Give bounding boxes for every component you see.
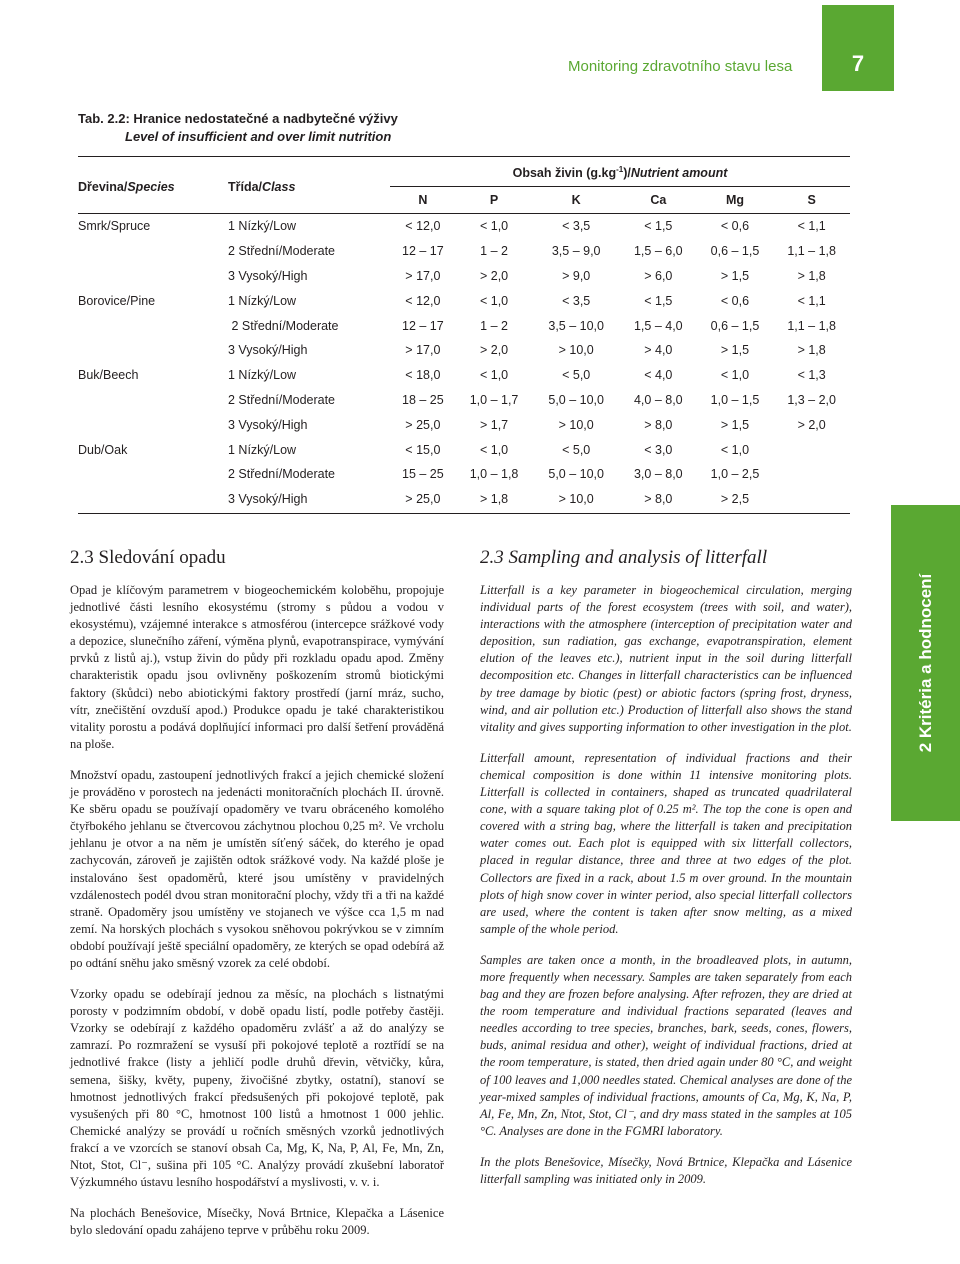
class-cell: 1 Nízký/Low <box>228 368 297 383</box>
species-cell: Borovice/Pine <box>78 293 156 308</box>
value-cell: < 1,5 <box>644 293 673 308</box>
value-cell: > 4,0 <box>644 343 673 358</box>
right-heading: 2.3 Sampling and analysis of litterfall <box>480 547 768 568</box>
table-row <box>78 313 850 338</box>
value-cell <box>773 462 850 487</box>
value-cell: > 25,0 <box>405 417 441 432</box>
class-header: Třída/Class <box>228 180 296 194</box>
value-cell: > 1,8 <box>479 492 509 507</box>
value-cell: > 1,8 <box>797 268 826 283</box>
value-cell: 1,1 – 1,8 <box>787 244 836 259</box>
table-caption-cz: Tab. 2.2: Hranice nedostatečné a nadbytečné výživy <box>78 111 398 126</box>
class-cell: 3 Vysoký/High <box>228 268 308 283</box>
value-cell: < 1,0 <box>720 442 750 457</box>
value-cell: 1 – 2 <box>480 318 508 333</box>
value-cell: < 1,0 <box>479 219 509 234</box>
page-number: 7 <box>851 51 865 76</box>
value-cell: < 18,0 <box>405 368 441 383</box>
value-cell: 5,0 – 10,0 <box>548 392 604 407</box>
nutrient-group-header: Obsah živin $(g.kg^{-1})$/Nutrient amount <box>512 165 728 181</box>
value-cell: 1,0 – 2,5 <box>710 467 760 482</box>
value-cell: > 8,0 <box>644 417 673 432</box>
value-cell: 1,5 – 4,0 <box>633 318 683 333</box>
value-cell: < 1,5 <box>644 219 673 234</box>
value-cell: 1,0 – 1,8 <box>469 467 519 482</box>
right-paragraph: Litterfall amount, representation of individual fractions and their chemical composition is done within 11 intensive monitoring plots. Litterfall is collected in containers, shaped as truncated quadrilateral cone, with a square taking plot of 0.25 m². The top the cone is open and covered with a string bag, where the litterfall is taken and precipitation water comes out. Each plot is equipped with six litterfall collectors, placed in regular distance, three and three at two edges of the plot. Collectors are fixed in a rack, about 1.5 m over ground. In the mountain plots of high snow cover in winter period, also special litterfall collectors are used, where the content is taken after snow melting, as a mixed sample of the whole period. <box>480 750 852 936</box>
table-body <box>78 214 850 512</box>
nutrient-header-cell: Ca <box>650 193 667 207</box>
value-cell: 1,3 – 2,0 <box>787 392 836 407</box>
value-cell: > 2,0 <box>797 417 826 432</box>
value-cell: > 10,0 <box>558 492 594 507</box>
species-cell: Smrk/Spruce <box>78 219 151 234</box>
value-cell: < 1,0 <box>479 442 509 457</box>
value-cell: < 1,3 <box>797 368 826 383</box>
table-top-rule <box>78 156 850 157</box>
value-cell <box>773 487 850 512</box>
species-cell: Dub/Oak <box>78 442 128 457</box>
value-cell: > 2,0 <box>479 343 509 358</box>
species-cell: Buk/Beech <box>78 368 139 383</box>
right-paragraph: In the plots Benešovice, Mísečky, Nová Brtnice, Klepačka and Lásenice litterfall sampling was initiated only in 2009. <box>480 1154 852 1186</box>
header-title: Monitoring zdravotního stavu lesa <box>568 58 793 75</box>
value-cell: > 17,0 <box>405 343 441 358</box>
value-cell: 3,0 – 8,0 <box>633 467 683 482</box>
value-cell: 3,5 – 10,0 <box>548 318 604 333</box>
left-paragraph: Na plochách Benešovice, Mísečky, Nová Brtnice, Klepačka a Lásenice bylo sledování opadu zahájeno teprve v průběhu roku 2009. <box>70 1206 444 1238</box>
nutrient-header-cell: P <box>489 193 499 207</box>
table-row <box>78 487 850 512</box>
table-bottom-rule <box>78 513 850 514</box>
value-cell: > 1,8 <box>797 343 826 358</box>
value-cell: 4,0 – 8,0 <box>633 392 683 407</box>
value-cell: < 5,0 <box>562 368 591 383</box>
table-row <box>78 288 850 313</box>
value-cell: 0,6 – 1,5 <box>710 244 760 259</box>
class-cell: 1 Nízký/Low <box>228 442 297 457</box>
value-cell: < 0,6 <box>720 219 750 234</box>
page-number-box <box>822 5 894 91</box>
right-paragraph: Litterfall is a key parameter in biogeochemical circulation, merging individual parts of the forest ecosystem (trees with soil, and water), interactions with the atmosphere (interception of precipitation water and deposition, sun radiation, gas exchange, evapotranspiration, element elution of the leaves etc.), nutrient input in the soil during litterfall decomposition etc. Changes in litterfall characteristics can be influenced by tree damage by biotic (pest) or abiotic factors (spring frost, dryness, wind, and air pollution etc.) Production of litterfall also shows the stand vitality and gives supporting information to other investigation in the plot. <box>480 583 852 734</box>
class-cell: 3 Vysoký/High <box>228 343 308 358</box>
value-cell: < 3,5 <box>562 219 591 234</box>
nutrient-header-cell: S <box>807 193 816 207</box>
species-cell <box>78 239 228 264</box>
value-cell: < 1,1 <box>797 219 826 234</box>
value-cell: > 9,0 <box>562 268 591 283</box>
table-row <box>78 264 850 289</box>
value-cell: 1,0 – 1,7 <box>469 392 519 407</box>
value-cell: > 10,0 <box>558 343 594 358</box>
species-cell <box>78 412 228 437</box>
value-cell: 1,5 – 6,0 <box>633 244 683 259</box>
species-cell <box>78 462 228 487</box>
table-row <box>78 239 850 264</box>
species-cell <box>78 313 228 338</box>
value-cell: < 1,1 <box>797 293 826 308</box>
class-cell: 2 Střední/Moderate <box>228 467 336 482</box>
value-cell: < 3,5 <box>562 293 591 308</box>
value-cell: < 3,0 <box>644 442 673 457</box>
value-cell: > 1,5 <box>720 417 750 432</box>
value-cell: > 2,5 <box>720 492 750 507</box>
value-cell: > 8,0 <box>644 492 673 507</box>
chapter-side-tab <box>891 505 960 821</box>
value-cell: 12 – 17 <box>402 244 444 259</box>
right-paragraph: Samples are taken once a month, in the broadleaved plots, in autumn, more frequently when necessary. Samples are taken separately from each bag and they are frozen before analysing. After refrozen, they are dried at the room temperature and individual fractions separated (leaves and needles according to tree species, branches, bark, seeds, cones, flowers, buds, animal residua and other), weight of individual fractions, dried at the room temperature, is stated, then dried again under 80 °C, and weight of 100 leaves and 1,000 needles stated. Chemical analyses are done of the year-mixed samples of individual fractions, amounts of Ca, Mg, K, Na, P, Al, Fe, Mn, Zn, Ntot, Stot, Cl⁻, and dry mass stated in the samples at 105 °C. Analyses are done in the FGMRI laboratory. <box>480 952 852 1138</box>
nutrient-header-cell: N <box>418 193 428 207</box>
table-caption-en: Level of insufficient and over limit nutrition <box>125 129 392 144</box>
value-cell: < 4,0 <box>644 368 673 383</box>
value-cell: < 12,0 <box>405 293 441 308</box>
nutrition-table <box>78 160 850 512</box>
species-cell <box>78 388 228 413</box>
nutrient-header-cell: K <box>571 193 581 207</box>
value-cell: 0,6 – 1,5 <box>710 318 760 333</box>
species-cell <box>78 338 228 363</box>
value-cell: 18 – 25 <box>402 392 444 407</box>
value-cell: < 15,0 <box>405 442 441 457</box>
value-cell: > 1,5 <box>720 343 750 358</box>
class-cell: 2 Střední/Moderate <box>228 244 336 259</box>
value-cell: < 1,0 <box>720 368 750 383</box>
value-cell: > 2,0 <box>479 268 509 283</box>
value-cell: > 17,0 <box>405 268 441 283</box>
table-row <box>78 437 850 462</box>
value-cell: 5,0 – 10,0 <box>548 467 604 482</box>
value-cell <box>773 437 850 462</box>
left-paragraph: Vzorky opadu se odebírají jednou za měsíc, na plochách s listnatými porosty v podzimním období, v době opadu listí, podle potřeby častěji. Vzorky se odebírají z každého opadoměru zvlášť a až do analýzy se zamrazí. Po rozmražení se vysuší při pokojové teplotě a roztřídí se na jednotlivé frakce (listy a jehličí podle druhů dřevin, větvičky, kůra, semena, šišky, květy, pupeny, živočišné zbytky, ostatní), stanoví se hmotnost jednotlivých frakcí předsušených při pokojové teplotě, pak vysušených při 80 °C, hmotnost 100 listů a hmotnost 1 000 jehlic. Chemické analýzy se provádí u ročních směsných vzorků jednotlivých frakcí a ve vzorcích se stanoví obsah Ca, Mg, K, Na, P, Al, Fe, Mn, Zn, Ntot, Stot, Cl⁻, sušina při 105 °C. Analýzy provádí zkušební laboratoř Výzkumného ústavu lesního hospodářství a myslivosti, v. v. i. <box>70 987 444 1190</box>
table-row <box>78 388 850 413</box>
table-row <box>78 462 850 487</box>
value-cell: < 1,0 <box>479 293 509 308</box>
left-paragraph: Množství opadu, zastoupení jednotlivých frakcí a jejich chemické složení je prováděno v porostech na jedenácti monitoračních plochách II. úrovně. Ke sběru opadu se používají opadoměry ve tvaru obráceného komolého čtyřbokého jehlanu se čtvercovou záchytnou plochou 0,25 m². Ve vrcholu jehlanu je otvor a na něm je umístěn síťený sáček, do kterého je opad zachycován, zároveň je zajištěn odtok srážkové vody. Na každé ploše je instalováno šest opadoměrů, které jsou umístěny v pravidelných vzdálenostech podél dvou stran monitorační plochy, vždy tři a tři na každé straně. Opadoměry jsou umístěny ve stojanech ve výšce cca 1,5 m nad zemí. Na horských plochách s vysokou sněhovou pokrývkou se v zimním období používají ještě speciální opadoměry, ze kterých se opad odebírá až po odtání sněhu jako směsný vzorek za celé období. <box>70 767 444 970</box>
class-cell: 2 Střední/Moderate <box>228 392 336 407</box>
table-caption <box>78 110 398 146</box>
value-cell: < 12,0 <box>405 219 441 234</box>
left-heading: 2.3 Sledování opadu <box>70 547 226 568</box>
table-row <box>78 363 850 388</box>
value-cell: 1,0 – 1,5 <box>710 392 760 407</box>
nutrient-header-cell: Mg <box>725 193 744 207</box>
value-cell: 12 – 17 <box>402 318 444 333</box>
left-column <box>70 546 444 1253</box>
value-cell: 1 – 2 <box>480 244 508 259</box>
value-cell: > 1,7 <box>479 417 509 432</box>
chapter-side-label: 2 Kritéria a hodnocení <box>915 573 935 753</box>
value-cell: < 5,0 <box>562 442 591 457</box>
table-row <box>78 412 850 437</box>
value-cell: > 1,5 <box>720 268 750 283</box>
class-cell: 3 Vysoký/High <box>228 417 308 432</box>
species-header: Dřevina/Species <box>78 180 175 194</box>
value-cell: 1,1 – 1,8 <box>787 318 836 333</box>
table-row <box>78 214 850 239</box>
value-cell: 15 – 25 <box>402 467 444 482</box>
class-cell: 1 Nízký/Low <box>228 219 297 234</box>
class-cell: 2 Střední/Moderate <box>228 318 339 333</box>
species-cell <box>78 487 228 512</box>
species-cell <box>78 264 228 289</box>
class-cell: 3 Vysoký/High <box>228 492 308 507</box>
class-cell: 1 Nízký/Low <box>228 293 297 308</box>
value-cell: > 25,0 <box>405 492 441 507</box>
value-cell: < 0,6 <box>720 293 750 308</box>
left-paragraph: Opad je klíčovým parametrem v biogeochemickém koloběhu, propojuje jednotlivé části lesního ekosystému (stromy s půdou a vodou v ekosystému), vzájemné interakce s atmosférou (intercepce srážkové vody a depozice, slunečního záření, výměna plynů, evapotranspirace, vymývání prvků z listů aj.), vstup živin do půdy při rozkladu opadu apod. Změny charakteristik opadu jsou ovlivněny poškozením stromů biotickými faktory (škůdci) nebo abiotickými faktory prostředí (jarní mráz, sucho, vítr, znečištění ovzduší apod.) Produkce opadu je také charakteristikou vitality porostu a podává doplňující informaci pro další šetření prováděná na ploše. <box>70 583 444 751</box>
value-cell: 3,5 – 9,0 <box>551 244 601 259</box>
value-cell: > 6,0 <box>644 268 673 283</box>
right-column <box>480 546 852 1202</box>
value-cell: > 10,0 <box>558 417 594 432</box>
value-cell: < 1,0 <box>479 368 509 383</box>
table-row <box>78 338 850 363</box>
